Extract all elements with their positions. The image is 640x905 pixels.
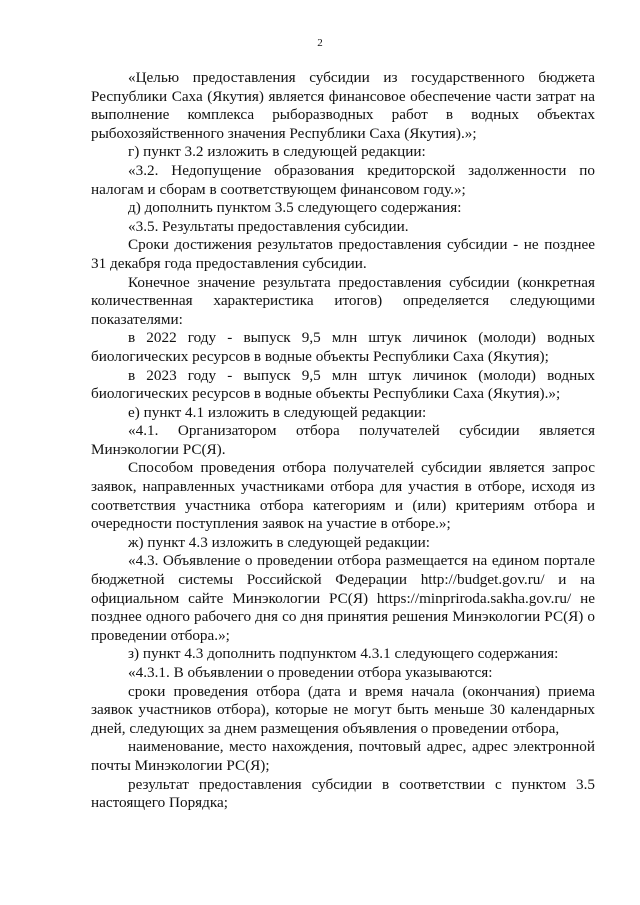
paragraph-clause-4-3-1: «4.3.1. В объявлении о проведении отбора указываются:: [128, 664, 493, 681]
paragraph-selection-dates: сроки проведения отбора (дата и время начала (окончания) приема заявок участников отбора), которые не могут быть меньше 30 календарных дней, следующих за днем размещения объявления о проведении отбора,: [91, 682, 595, 737]
paragraph-year-2023: в 2023 году - выпуск 9,5 млн штук личинок (молоди) водных биологических ресурсов в водные объекты Республики Саха (Якутия).»;: [91, 366, 595, 403]
paragraph-amend-4-3: ж) пункт 4.3 изложить в следующей редакции:: [128, 533, 430, 551]
paragraph-result: результат предоставления субсидии в соответствии с пунктом 3.5 настоящего Порядка;: [91, 775, 595, 812]
paragraph-add-3-5: д) дополнить пунктом 3.5 следующего содержания:: [128, 199, 462, 217]
page-number: 2: [317, 37, 323, 49]
paragraph-selection-method: Способом проведения отбора получателей субсидии является запрос заявок, направленных участниками отбора для участия в отборе, исходя из соответствия участника отбора категориям и (или) критериям отбора и очередности поступления заявок на участие в отборе.»;: [91, 459, 595, 533]
paragraph-clause-4-1: «4.1. Организатором отбора получателей субсидии является Минэкологии РС(Я).: [91, 422, 595, 458]
paragraph-amend-3-2: г) пункт 3.2 изложить в следующей редакции:: [128, 143, 426, 161]
paragraph-clause-4-3: «4.3. Объявление о проведении отбора размещается на едином портале бюджетной системы Российской Федерации http://budget.gov.ru/ и на официальном сайте Минэкологии РС(Я) https://minpriroda.sakha.gov.ru/ не позднее одного рабочего дня со дня принятия решения Минэкологии РС(Я) о проведении отбора.»;: [91, 552, 595, 644]
paragraph-final-value: Конечное значение результата предоставления субсидии (конкретная количественная характеристика итогов) определяется следующими показателями:: [91, 273, 595, 328]
paragraph-clause-3-5: «3.5. Результаты предоставления субсидии.: [128, 217, 409, 235]
paragraph-year-2022: в 2022 году - выпуск 9,5 млн штук личинок (молоди) водных биологических ресурсов в водные объекты Республики Саха (Якутия);: [91, 329, 595, 365]
paragraph-deadline: Сроки достижения результатов предоставления субсидии - не позднее 31 декабря года предоставления субсидии.: [91, 236, 595, 272]
paragraph-add-4-3-1: з) пункт 4.3 дополнить подпунктом 4.3.1 следующего содержания:: [128, 645, 559, 663]
paragraph-subsidy-goal: «Целью предоставления субсидии из государственного бюджета Республики Саха (Якутия) является финансовое обеспечение части затрат на выполнение комплекса рыборазводных работ в водных объектах рыбохозяйственного значения Республики Саха (Якутия).»;: [91, 69, 595, 142]
document-body: [91, 69, 595, 813]
paragraph-amend-4-1: е) пункт 4.1 изложить в следующей редакции:: [128, 403, 427, 421]
paragraph-clause-3-2: «3.2. Недопущение образования кредиторской задолженности по налогам и сборам в соответствующем финансовом году.»;: [91, 161, 595, 198]
paragraph-contact-info: наименование, место нахождения, почтовый адрес, адрес электронной почты Минэкологии РС(Я);: [91, 738, 595, 774]
